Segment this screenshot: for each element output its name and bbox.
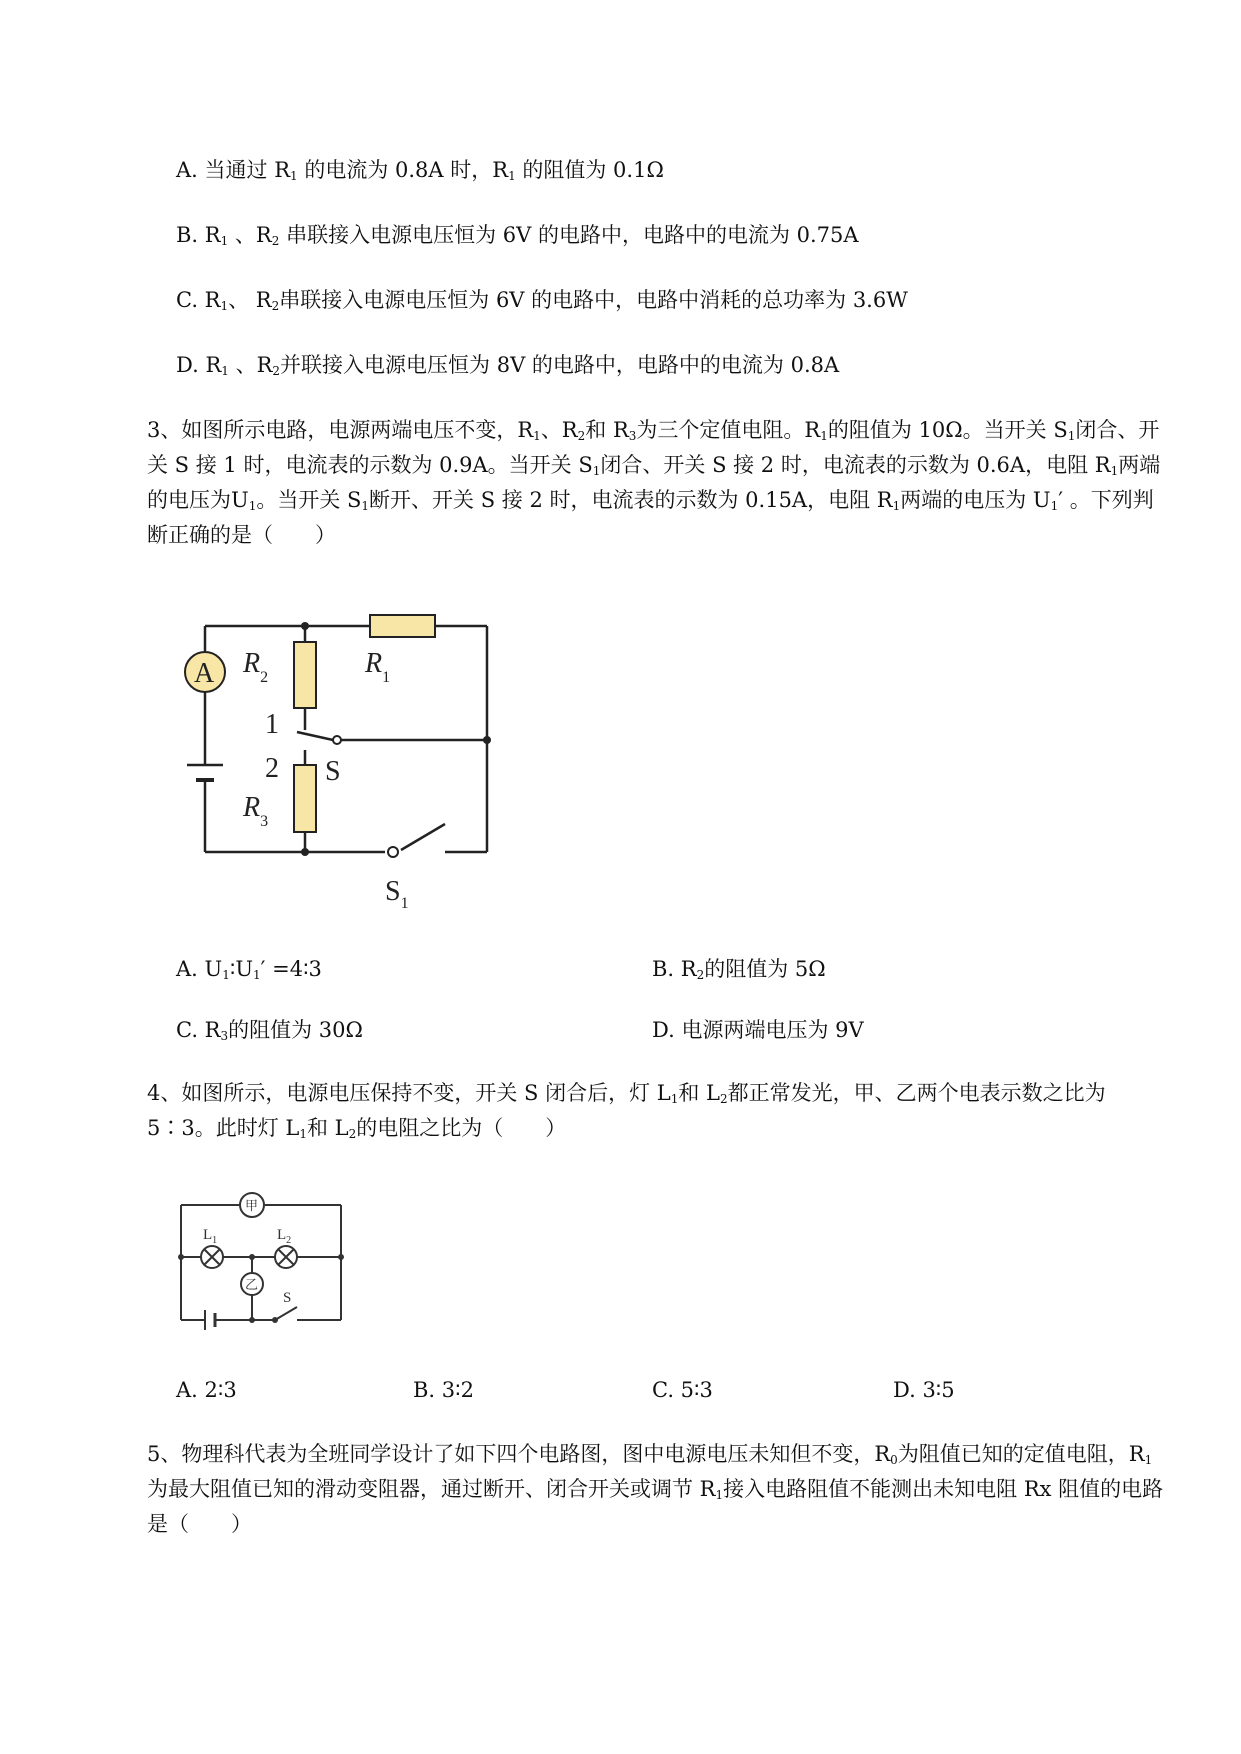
q2-option-c: C. $R_1$、 $R_2$串联接入电源电压恒为 6V 的电路中，电路中消耗的总功率为 3.6W [176,288,908,313]
ammeter-label: A [194,658,215,689]
switch-s-label: S [283,1290,292,1306]
meter-yi-label: 乙 [245,1277,259,1292]
q4-option-c: C. 5∶3 [652,1378,713,1402]
r3-label: $R_3$ [243,792,269,830]
q3-circuit-diagram [175,600,515,910]
q4-circuit-diagram [175,1185,355,1335]
q2-option-d: D. $R_1$ 、$R_2$并联接入电源电压恒为 8V 的电路中，电路中的电流为 0.8A [176,353,840,378]
resistor-r1 [370,615,435,637]
switch-s-label: S [325,756,341,787]
q4-option-d: D. 3∶5 [893,1378,955,1402]
contact-2-label: 2 [265,753,279,784]
q4-stem: 4、如图所示，电源电压保持不变，开关 S 闭合后，灯 $L_1$和 $L_2$都正常发光，甲、乙两个电表示数之比为 5∶3。此时灯 $L_1$和 $L_2$的电阻之比为（ ） [147,1081,1106,1141]
switch-s1-label: $S_1$ [385,876,409,910]
resistor-r2 [294,642,316,708]
r2-label: $R_2$ [243,648,269,686]
q3-option-a: A. $U_1∶U_1'$ =4∶3 [176,957,322,982]
meter-jia-label: 甲 [245,1198,259,1213]
r1-label: $R_1$ [365,648,391,686]
q3-option-c: C. $R_3$的阻值为 30Ω [176,1018,363,1043]
q3-option-d: D. 电源两端电压为 9V [652,1018,864,1042]
q2-option-b: B. $R_1$ 、$R_2$ 串联接入电源电压恒为 6V 的电路中，电路中的电流为 0.75A [176,223,859,248]
q4-option-b: B. 3∶2 [413,1378,474,1402]
q5-stem: 5、物理科代表为全班同学设计了如下四个电路图，图中电源电压未知但不变，$R_0$为阻值已知的定值电阻，$R_1$为最大阻值已知的滑动变阻器，通过断开、闭合开关或调节 $R_1$接入电路阻值不能测出未知电阻 Rx 阻值的电路是（ ） [147,1442,1164,1536]
lamp-l1-label: $L_1$ [203,1227,218,1246]
q3-stem: 3、如图所示电路，电源两端电压不变，$R_1$、$R_2$和 $R_3$为三个定值电阻。$R_1$的阻值为 10Ω。当开关 $S_1$闭合、开关 S 接 1 时，电流表的示数为 0.9A。当开关 $S_1$闭合、开关 S 接 2 时，电流表的示数为 0.6A，电阻 $R_1$两端的电压为$U_1$。当开关 $S_1$断开、开关 S 接 2 时，电流表的示数为 0.15A，电阻 $R_1$两端的电压为 $U_1'$ 。下列判断正确的是（ ） [147,418,1161,547]
resistor-r3 [294,765,316,832]
q3-option-b: B. $R_2$的阻值为 5Ω [652,957,826,982]
q4-option-a: A. 2∶3 [176,1378,237,1402]
q2-option-a: A. 当通过 $R_1$ 的电流为 0.8A 时，$R_1$ 的阻值为 0.1Ω [176,158,664,183]
lamp-l2-label: $L_2$ [277,1227,292,1246]
contact-1-label: 1 [265,709,279,740]
